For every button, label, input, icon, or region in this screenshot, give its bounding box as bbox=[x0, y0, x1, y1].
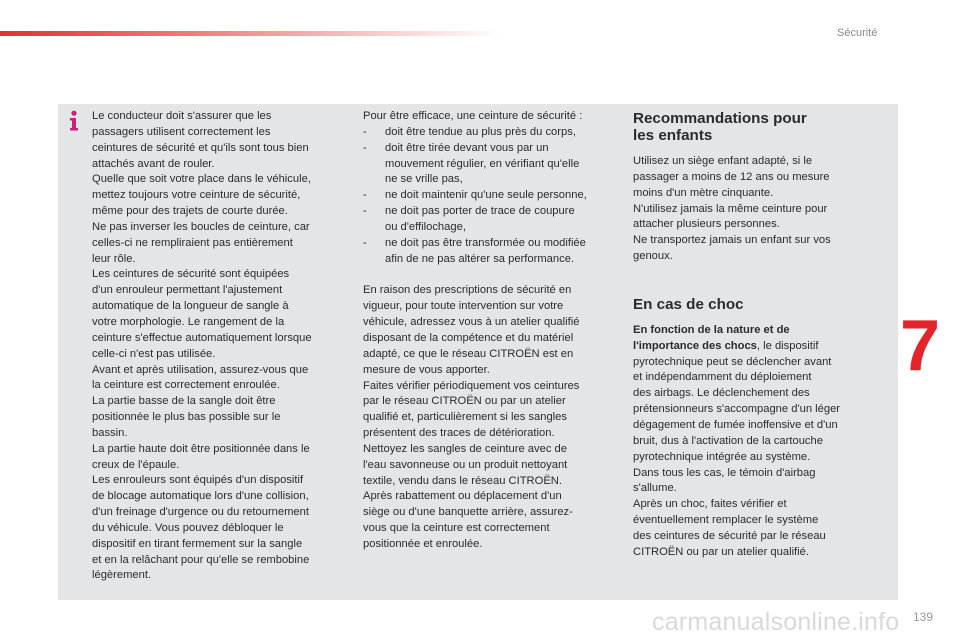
text-line: et indépendamment du déploiement bbox=[633, 371, 812, 384]
text-line: attacher plusieurs personnes. bbox=[633, 218, 780, 231]
text-line: passager a moins de 12 ans ou mesure bbox=[633, 170, 830, 183]
list-dash: - bbox=[363, 205, 367, 218]
list-item-line: ou d'effilochage, bbox=[385, 220, 466, 233]
text-line: dégagement de fumée inoffensive et d'un bbox=[633, 418, 838, 431]
list-item-line: afin de ne pas altérer sa performance. bbox=[385, 252, 575, 265]
text-line: pyrotechnique peut se déclencher avant bbox=[633, 355, 832, 368]
list-item-line: ne se vrille pas, bbox=[385, 173, 463, 186]
text-line: pyrotechnique intégrée au système. bbox=[633, 450, 811, 463]
text-line: bassin. bbox=[92, 426, 128, 439]
text-line: adapté, ce que le réseau CITROËN est en bbox=[363, 347, 574, 360]
text-line: dispositif en tirant fermement sur la sangle bbox=[92, 537, 303, 550]
list-dash: - bbox=[363, 125, 367, 138]
text-line: leur rôle. bbox=[92, 252, 136, 265]
text-line: vous que la ceinture est correctement bbox=[363, 522, 550, 535]
text-line: par le réseau CITROËN ou par un atelier bbox=[363, 395, 566, 408]
list-dash: - bbox=[363, 141, 367, 154]
text-line: celle-ci n'est pas utilisée. bbox=[92, 347, 216, 360]
info-icon bbox=[66, 110, 82, 132]
text-line: éventuellement remplacer le système bbox=[633, 514, 819, 527]
text-line: de blocage automatique lors d'une collision, bbox=[92, 490, 309, 503]
children-heading-line1: Recommandations pour bbox=[633, 110, 807, 127]
text-line: qualifié et, particulièrement si les sangles bbox=[363, 411, 567, 424]
chapter-number: 7 bbox=[900, 306, 941, 386]
maintenance-paragraph bbox=[363, 283, 618, 552]
text-line: positionnée le plus bas possible sur le bbox=[92, 411, 281, 424]
text-line: Ne transportez jamais un enfant sur vos bbox=[633, 234, 831, 247]
text-line: d'un freinage d'urgence ou du retournement bbox=[92, 506, 309, 519]
text-line: genoux. bbox=[633, 250, 673, 263]
page-number: 139 bbox=[913, 610, 934, 624]
text-line: présentent des traces de détérioration. bbox=[363, 427, 555, 440]
requirements-list bbox=[363, 125, 618, 268]
list-item bbox=[363, 204, 618, 236]
crash-line2-rest: , le dispositif bbox=[756, 339, 819, 352]
text-line: CITROËN ou par un atelier qualifié. bbox=[633, 545, 809, 558]
list-item-line: ne doit pas porter de trace de coupure bbox=[385, 205, 575, 218]
list-item-line: ne doit maintenir qu'une seule personne, bbox=[385, 189, 587, 202]
text-line: ceinture s'effectue automatiquement lorsque bbox=[92, 331, 312, 344]
children-heading-line2: les enfants bbox=[633, 127, 713, 144]
list-item-line: ne doit pas être transformée ou modifiée bbox=[385, 236, 586, 249]
crash-paragraph bbox=[633, 355, 865, 561]
text-line: mettez toujours votre ceinture de sécurité, bbox=[92, 189, 301, 202]
list-item bbox=[363, 125, 618, 141]
text-line: Le conducteur doit s'assurer que les bbox=[92, 110, 272, 122]
text-line: Quelle que soit votre place dans le véhicule, bbox=[92, 173, 311, 186]
text-line: Ne pas inverser les boucles de ceinture, car bbox=[92, 220, 310, 233]
text-line: siège ou d'une banquette arrière, assurez- bbox=[363, 506, 573, 519]
text-line: ceintures de sécurité et qu'ils sont tous bien bbox=[92, 141, 309, 154]
text-line: En raison des prescriptions de sécurité en bbox=[363, 284, 572, 297]
text-line: véhicule, adressez vous à un atelier qualifié bbox=[363, 316, 580, 329]
list-item-line: mouvement régulier, en vérifiant qu'elle bbox=[385, 157, 580, 170]
text-line: creux de l'épaule. bbox=[92, 458, 180, 471]
text-line: s'allume. bbox=[633, 482, 677, 495]
list-item-line: doit être tendue au plus près du corps, bbox=[385, 125, 576, 138]
text-line: d'un enrouleur permettant l'ajustement bbox=[92, 284, 283, 297]
column-seatbelt-usage bbox=[92, 109, 342, 584]
text-line: textile, vendu dans le réseau CITROËN. bbox=[363, 474, 562, 487]
text-line: même pour des trajets de courte durée. bbox=[92, 205, 288, 218]
text-line: Faites vérifier périodiquement vos ceintures bbox=[363, 379, 580, 392]
text-line: Après un choc, faites vérifier et bbox=[633, 498, 787, 511]
text-line: La partie haute doit être positionnée dans le bbox=[92, 442, 310, 455]
text-line: du véhicule. Vous pouvez débloquer le bbox=[92, 521, 284, 534]
list-dash: - bbox=[363, 236, 367, 249]
requirements-intro: Pour être efficace, une ceinture de sécurité : bbox=[363, 110, 583, 122]
crash-heading: En cas de choc bbox=[633, 295, 744, 313]
text-line: Après rabattement ou déplacement d'un bbox=[363, 490, 562, 503]
text-line: La partie basse de la sangle doit être bbox=[92, 395, 276, 408]
text-line: celles-ci ne rempliraient pas entièrement bbox=[92, 236, 293, 249]
text-line: moins d'un mètre cinquante. bbox=[633, 186, 774, 199]
column-seatbelt-requirements bbox=[363, 109, 618, 553]
crash-line2 bbox=[633, 339, 865, 355]
text-line: la ceinture est correctement enroulée. bbox=[92, 379, 280, 392]
text-line: l'eau savonneuse ou un produit nettoyant bbox=[363, 458, 568, 471]
text-line: prétensionneurs s'accompagne d'un léger bbox=[633, 403, 841, 416]
section-title: Sécurité bbox=[837, 27, 878, 39]
text-line: passagers utilisent correctement les bbox=[92, 125, 271, 138]
text-line: Utilisez un siège enfant adapté, si le bbox=[633, 155, 813, 167]
list-item bbox=[363, 141, 618, 189]
list-item bbox=[363, 236, 618, 268]
column-children-and-crash bbox=[633, 110, 865, 561]
text-line: positionnée et enroulée. bbox=[363, 537, 483, 550]
text-line: votre morphologie. Le rangement de la bbox=[92, 315, 285, 328]
crash-bold-line1: En fonction de la nature et de bbox=[633, 323, 790, 336]
text-line: disposant de la compétence et du matériel bbox=[363, 331, 574, 344]
header-accent-bar bbox=[0, 31, 500, 36]
watermark: carmanualsonline.info bbox=[652, 608, 900, 636]
text-line: Avant et après utilisation, assurez-vous que bbox=[92, 363, 309, 376]
text-line: attachés avant de rouler. bbox=[92, 157, 215, 170]
text-line: vigueur, pour toute intervention sur votre bbox=[363, 300, 564, 313]
list-item-line: doit être tirée devant vous par un bbox=[385, 141, 549, 154]
text-line: légèrement. bbox=[92, 569, 152, 582]
text-line: Nettoyez les sangles de ceinture avec de bbox=[363, 442, 567, 455]
text-line: et en la relâchant pour qu'elle se rembobine bbox=[92, 553, 310, 566]
text-line: Les ceintures de sécurité sont équipées bbox=[92, 268, 290, 281]
text-line: mesure de vous apporter. bbox=[363, 363, 490, 376]
text-line: automatique de la longueur de sangle à bbox=[92, 300, 289, 313]
text-line: Les enrouleurs sont équipés d'un dispositif bbox=[92, 474, 304, 487]
text-line: bruit, dus à l'activation de la cartouche bbox=[633, 434, 823, 447]
text-line: des airbags. Le déclenchement des bbox=[633, 387, 810, 400]
text-line: Dans tous les cas, le témoin d'airbag bbox=[633, 466, 816, 479]
list-item bbox=[363, 188, 618, 204]
list-dash: - bbox=[363, 189, 367, 202]
children-paragraph bbox=[633, 154, 865, 265]
text-line: N'utilisez jamais la même ceinture pour bbox=[633, 202, 828, 215]
crash-bold-line2: l'importance des chocs bbox=[633, 339, 757, 352]
text-line: des ceintures de sécurité par le réseau bbox=[633, 529, 826, 542]
